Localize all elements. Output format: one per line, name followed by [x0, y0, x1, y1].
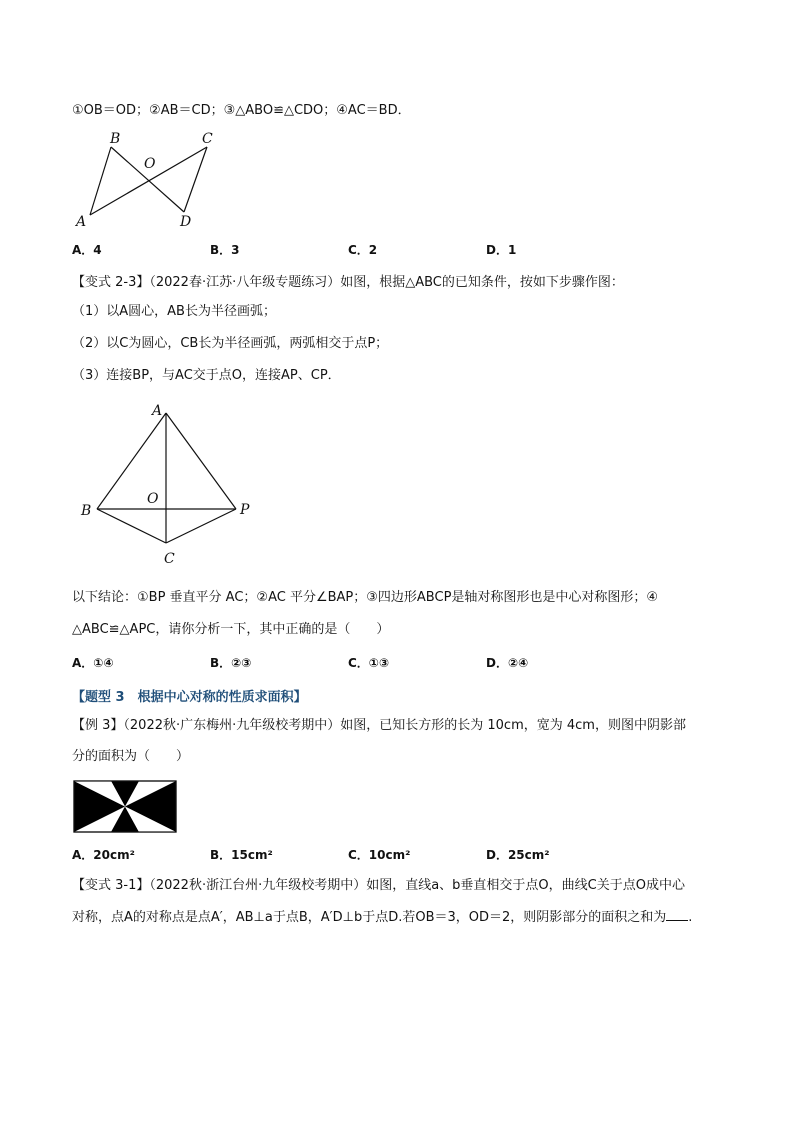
label-c: C — [202, 131, 213, 147]
q3-option-c[interactable]: C．10cm² — [348, 848, 411, 862]
q2-conclusion-line1: 以下结论：①BP 垂直平分 AC；②AC 平分∠BAP；③四边形ABCP是轴对称图形也是中心对称图形；④ — [72, 590, 659, 605]
label-d: D — [180, 214, 192, 230]
answer-blank[interactable] — [666, 908, 688, 921]
segment-ap — [166, 413, 236, 509]
q3-option-d[interactable]: D．25cm² — [486, 848, 550, 862]
label-c: C — [164, 551, 175, 567]
q2-step3: （3）连接BP，与AC交于点O，连接AP、CP． — [72, 368, 341, 383]
q2-step1: （1）以A圆心，AB长为半径画弧； — [72, 304, 276, 319]
q2-step2: （2）以C为圆心，CB长为半径画弧，两弧相交于点P； — [72, 336, 389, 351]
segment-bc — [97, 509, 166, 543]
label-b: B — [81, 503, 92, 519]
q2-option-a[interactable]: A．①④ — [72, 656, 114, 670]
q2-option-d[interactable]: D．②④ — [486, 656, 529, 670]
q1-figure — [72, 128, 222, 230]
segment-cd — [184, 147, 207, 212]
q4-line2 — [72, 908, 692, 927]
q3-figure — [73, 780, 177, 833]
section-heading: 【题型 3 根据中心对称的性质求面积】 — [72, 690, 307, 705]
q4-line2-end: . — [688, 910, 693, 925]
q4-line1: 【变式 3-1】（2022秋·浙江台州·九年级校考期中）如图，直线a、b垂直相交于点O，曲线C关于点O成中心 — [72, 878, 685, 893]
label-a: A — [76, 214, 87, 230]
q3-line1: 【例 3】（2022秋·广东梅州·九年级校考期中）如图，已知长方形的长为 10cm，宽为 4cm，则图中阴影部 — [72, 718, 686, 733]
q4-line2-text: 对称，点A的对称点是点A′，AB⊥a于点B，A′D⊥b于点D.若OB＝3，OD＝2，则阴影部分的面积之和为 — [72, 910, 667, 925]
label-p: P — [240, 502, 250, 518]
q1-option-c[interactable]: C．2 — [348, 243, 378, 257]
q2-option-c[interactable]: C．①③ — [348, 656, 390, 670]
label-b: B — [110, 131, 121, 147]
q2-option-b[interactable]: B．②③ — [210, 656, 252, 670]
q1-option-a[interactable]: A．4 — [72, 243, 102, 257]
label-o: O — [144, 156, 156, 172]
q2-title: 【变式 2-3】（2022春·江苏·八年级专题练习）如图，根据△ABC的已知条件，按如下步骤作图： — [72, 275, 624, 290]
segment-cp — [166, 509, 236, 543]
q3-option-a[interactable]: A．20cm² — [72, 848, 135, 862]
q3-option-b[interactable]: B．15cm² — [210, 848, 273, 862]
q1-option-d[interactable]: D．1 — [486, 243, 517, 257]
q2-figure — [72, 398, 272, 570]
q3-line2: 分的面积为（ ） — [72, 749, 190, 764]
q1-option-b[interactable]: B．3 — [210, 243, 240, 257]
q1-statements: ①OB＝OD；②AB＝CD；③△ABO≌△CDO；④AC＝BD． — [72, 103, 411, 118]
q2-conclusion-line2: △ABC≌△APC，请你分析一下，其中正确的是（ ） — [72, 622, 390, 637]
label-o: O — [147, 491, 159, 507]
label-a: A — [152, 403, 163, 419]
